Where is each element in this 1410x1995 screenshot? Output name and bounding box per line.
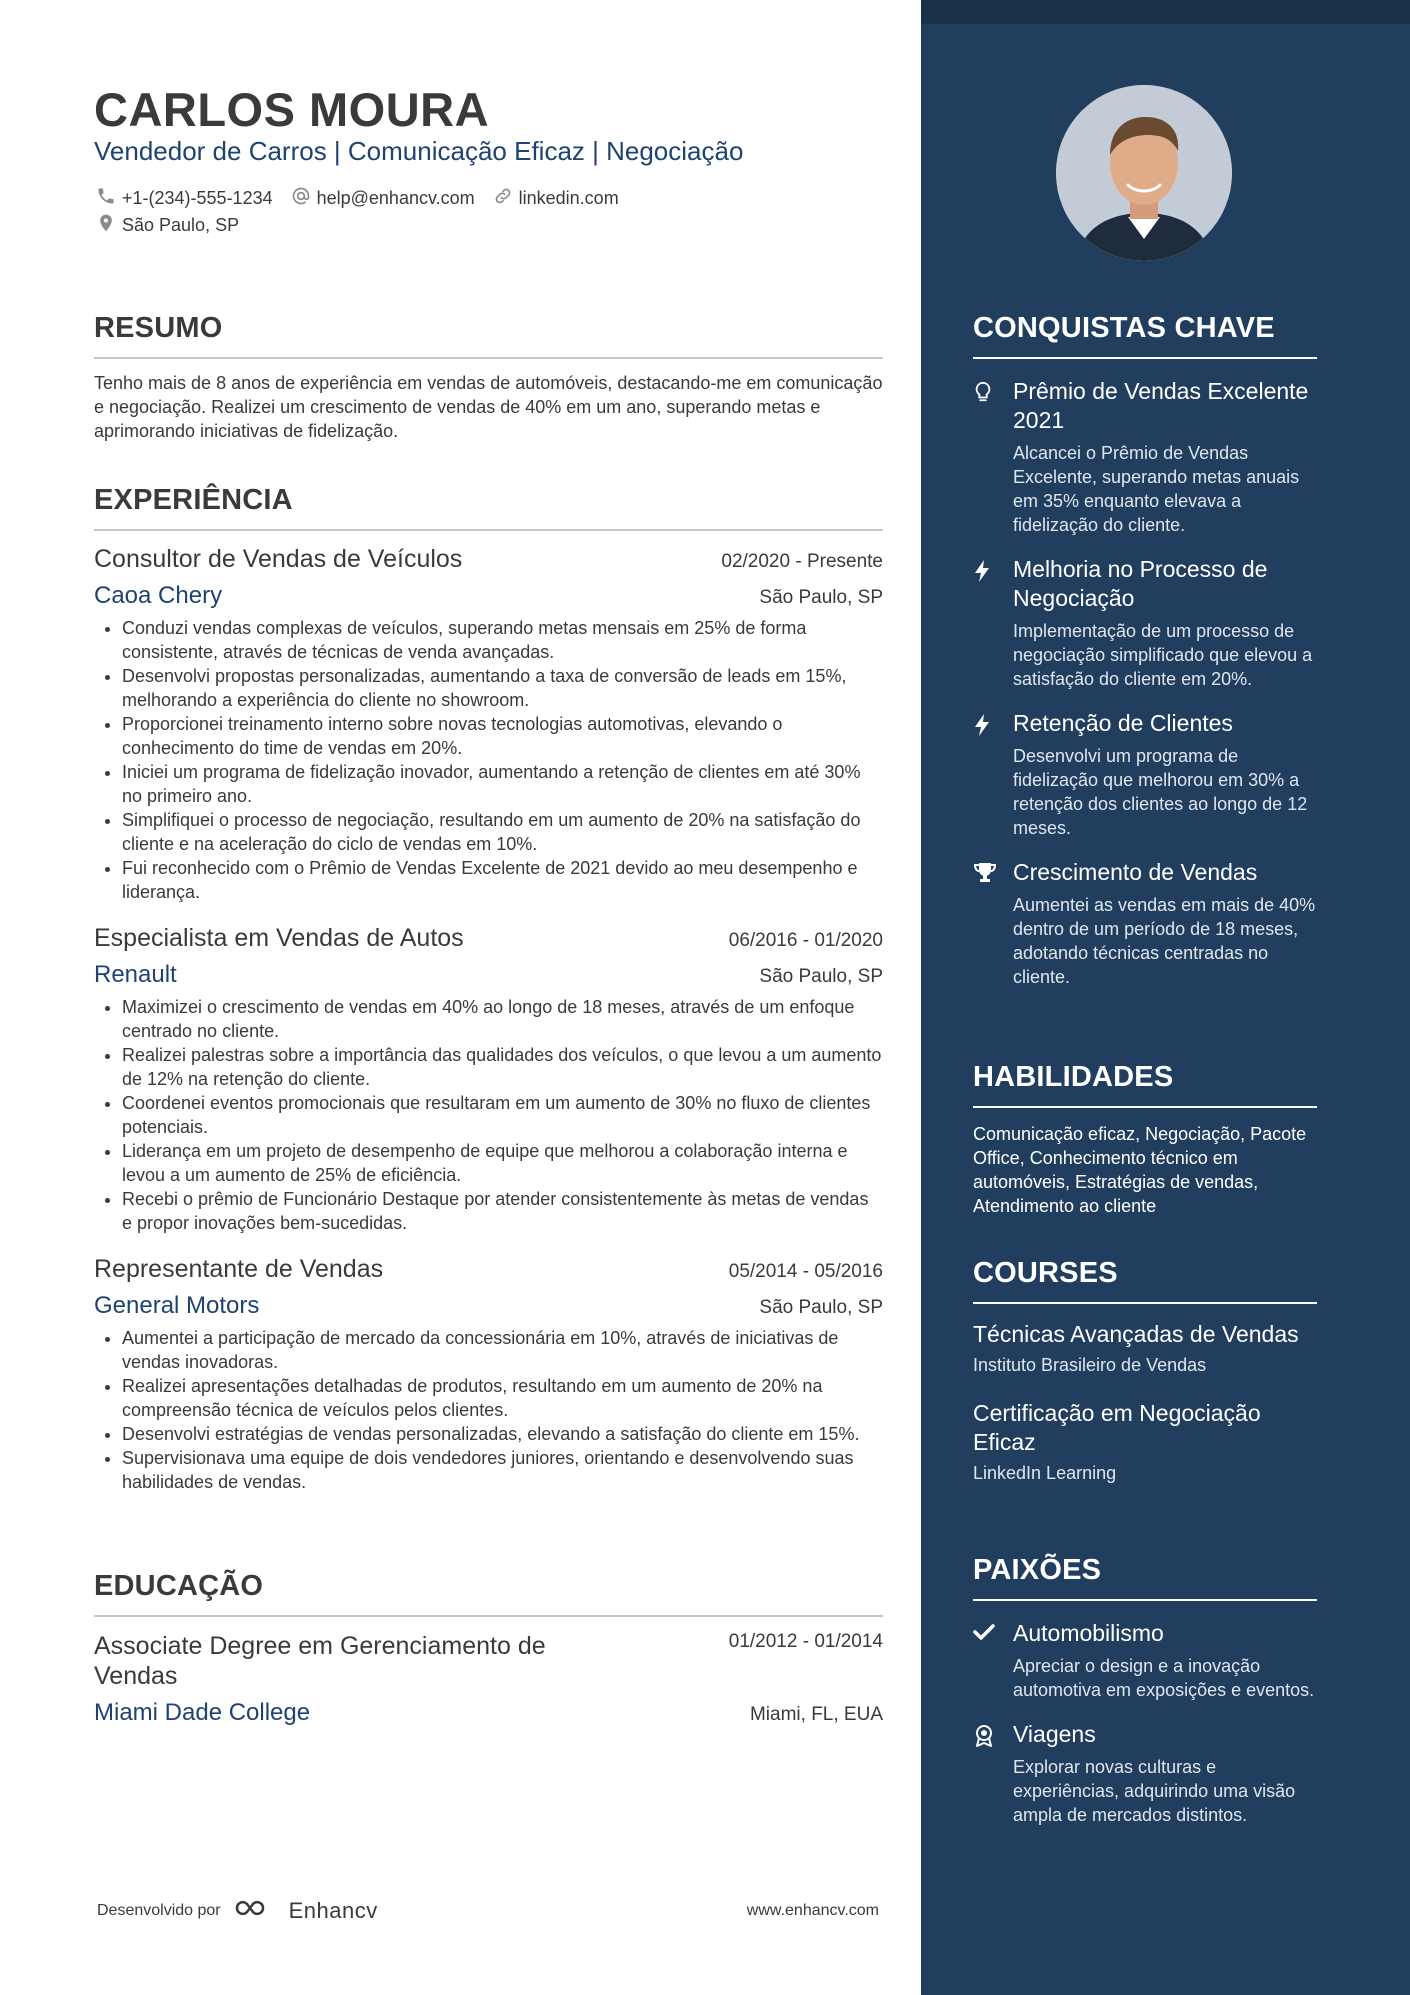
list-item: • Supervisionava uma equipe de dois vendedores juniores, orientando e desenvolvendo suas habilidades de vendas. bbox=[122, 1446, 883, 1494]
section-title-education: EDUCAÇÃO bbox=[94, 1570, 883, 1617]
job-entry bbox=[94, 545, 883, 904]
job-bullets bbox=[94, 995, 883, 1235]
achievement-item bbox=[973, 858, 1317, 989]
summary-text: Tenho mais de 8 anos de experiência em vendas de automóveis, destacando-me em comunicação e negociação. Realizei um crescimento de vendas de 40% em um ano, superando metas e aprimorando iniciativas de fidelização. bbox=[94, 373, 883, 441]
section-title-skills: HABILIDADES bbox=[973, 1061, 1317, 1108]
achievements-section bbox=[973, 312, 1317, 989]
list-item: • Iniciei um programa de fidelização inovador, aumentando a retenção de clientes em até 30% no primeiro ano. bbox=[122, 760, 883, 808]
job-entry bbox=[94, 924, 883, 1235]
job-bullets bbox=[94, 616, 883, 904]
candidate-name: CARLOS MOURA bbox=[94, 83, 490, 136]
trophy-icon bbox=[973, 858, 1013, 989]
brand-name: Enhancv bbox=[288, 1897, 378, 1923]
lightning-icon bbox=[973, 555, 1013, 691]
list-item: • Desenvolvi propostas personalizadas, aumentando a taxa de conversão de leads em 15%, melhorando a experiência do cliente no showroom. bbox=[122, 664, 883, 712]
achievement-desc: Aumentei as vendas em mais de 40% dentro de um período de 18 meses, adotando técnicas centradas no cliente. bbox=[1013, 895, 1316, 987]
education-dates: 01/2012 - 01/2014 bbox=[728, 1631, 883, 1652]
avatar bbox=[1056, 85, 1232, 261]
job-dates: 02/2020 - Presente bbox=[721, 551, 883, 572]
at-icon bbox=[291, 186, 317, 211]
location-row bbox=[96, 213, 239, 238]
course-title: Técnicas Avançadas de Vendas bbox=[973, 1321, 1299, 1347]
headline: Vendedor de Carros | Comunicação Eficaz | Negociação bbox=[94, 136, 744, 166]
course-institution: LinkedIn Learning bbox=[973, 1463, 1117, 1483]
list-item: • Realizei apresentações detalhadas de produtos, resultando em um aumento de 20% na compreensão técnica de veículos pelos clientes. bbox=[122, 1374, 883, 1422]
location-text: São Paulo, SP bbox=[122, 215, 240, 235]
degree-title: Associate Degree em Gerenciamento de Vendas bbox=[94, 1632, 546, 1690]
achievement-desc: Implementação de um processo de negociação simplificado que elevou a satisfação do cliente em 20%. bbox=[1013, 621, 1313, 689]
section-title-summary: RESUMO bbox=[94, 312, 883, 359]
job-location: São Paulo, SP bbox=[759, 1297, 883, 1318]
sidebar-top-bar bbox=[921, 0, 1410, 24]
enhancv-logo-icon bbox=[233, 1896, 279, 1925]
passion-title: Automobilismo bbox=[1013, 1620, 1164, 1646]
list-item: • Liderança em um projeto de desempenho de equipe que melhorou a colaboração interna e levou a um aumento de 25% de eficiência. bbox=[122, 1139, 883, 1187]
section-title-passions: PAIXÕES bbox=[973, 1554, 1317, 1601]
achievement-title: Melhoria no Processo de Negociação bbox=[1013, 556, 1268, 611]
footer-url[interactable]: www.enhancv.com bbox=[746, 1901, 879, 1919]
passion-title: Viagens bbox=[1013, 1721, 1096, 1747]
job-bullets bbox=[94, 1326, 883, 1494]
job-title: Representante de Vendas bbox=[94, 1255, 384, 1283]
job-entry bbox=[94, 1255, 883, 1494]
passions-section bbox=[973, 1554, 1317, 1827]
achievement-item bbox=[973, 555, 1317, 691]
list-item: • Realizei palestras sobre a importância das qualidades dos veículos, o que levou a um aumento de 12% na retenção do cliente. bbox=[122, 1043, 883, 1091]
award-icon bbox=[973, 1720, 1013, 1827]
company-name: General Motors bbox=[94, 1292, 260, 1319]
job-dates: 05/2014 - 05/2016 bbox=[728, 1261, 883, 1282]
job-title: Especialista em Vendas de Autos bbox=[94, 924, 464, 952]
course-title: Certificação em Negociação Eficaz bbox=[973, 1400, 1261, 1455]
course-institution: Instituto Brasileiro de Vendas bbox=[973, 1355, 1207, 1375]
job-location: São Paulo, SP bbox=[759, 587, 883, 608]
company-name: Caoa Chery bbox=[94, 582, 223, 609]
achievement-item bbox=[973, 709, 1317, 840]
achievement-desc: Alcancei o Prêmio de Vendas Excelente, superando metas anuais em 35% enquanto elevava a fidelização do cliente. bbox=[1013, 443, 1300, 535]
achievement-title: Retenção de Clientes bbox=[1013, 710, 1233, 736]
list-item: • Desenvolvi estratégias de vendas personalizadas, elevando a satisfação do cliente em 15%. bbox=[122, 1422, 883, 1446]
experience-section bbox=[94, 484, 883, 1494]
school-location: Miami, FL, EUA bbox=[749, 1704, 883, 1725]
powered-by-label: Desenvolvido por bbox=[97, 1901, 221, 1919]
list-item: • Conduzi vendas complexas de veículos, superando metas mensais em 25% de forma consistente, através de técnicas de venda avançadas. bbox=[122, 616, 883, 664]
list-item: • Aumentei a participação de mercado da concessionária em 10%, através de iniciativas de vendas inovadoras. bbox=[122, 1326, 883, 1374]
school-name: Miami Dade College bbox=[94, 1699, 311, 1726]
achievement-title: Crescimento de Vendas bbox=[1013, 859, 1258, 885]
lightning-icon bbox=[973, 709, 1013, 840]
phone-text: +1-(234)-555-1234 bbox=[122, 188, 273, 208]
email-link[interactable]: help@enhancv.com bbox=[316, 188, 475, 208]
passion-desc: Apreciar o design e a inovação automotiva em exposições e eventos. bbox=[1013, 1656, 1315, 1700]
section-title-experience: EXPERIÊNCIA bbox=[94, 484, 883, 531]
course-item bbox=[973, 1320, 1317, 1377]
linkedin-link[interactable]: linkedin.com bbox=[518, 188, 619, 208]
check-icon bbox=[973, 1619, 1013, 1702]
course-item bbox=[973, 1399, 1317, 1485]
job-dates: 06/2016 - 01/2020 bbox=[728, 930, 883, 951]
courses-section bbox=[973, 1257, 1317, 1485]
job-location: São Paulo, SP bbox=[759, 966, 883, 987]
summary-section bbox=[94, 312, 883, 443]
location-pin-icon bbox=[96, 213, 122, 238]
achievement-item bbox=[973, 377, 1317, 537]
contact-row bbox=[96, 186, 619, 211]
list-item: • Coordenei eventos promocionais que resultaram em um aumento de 30% no fluxo de clientes potenciais. bbox=[122, 1091, 883, 1139]
passion-item bbox=[973, 1619, 1317, 1702]
footer bbox=[97, 1896, 879, 1925]
passion-desc: Explorar novas culturas e experiências, adquirindo uma visão ampla de mercados distintos. bbox=[1013, 1757, 1296, 1825]
skills-section bbox=[973, 1061, 1317, 1218]
skills-text: Comunicação eficaz, Negociação, Pacote Office, Conhecimento técnico em automóveis, Estratégias de vendas, Atendimento ao cliente bbox=[973, 1124, 1307, 1216]
phone-icon bbox=[96, 186, 122, 211]
education-entry bbox=[94, 1631, 883, 1727]
education-section bbox=[94, 1570, 883, 1727]
achievement-title: Prêmio de Vendas Excelente 2021 bbox=[1013, 378, 1309, 433]
list-item: • Recebi o prêmio de Funcionário Destaque por atender consistentemente às metas de vendas e propor inovações bem-sucedidas. bbox=[122, 1187, 883, 1235]
lightbulb-icon bbox=[973, 377, 1013, 537]
link-icon bbox=[493, 186, 519, 211]
achievement-desc: Desenvolvi um programa de fidelização que melhorou em 30% a retenção dos clientes ao longo de 12 meses. bbox=[1013, 746, 1308, 838]
job-title: Consultor de Vendas de Veículos bbox=[94, 545, 463, 573]
section-title-achievements: CONQUISTAS CHAVE bbox=[973, 312, 1317, 359]
list-item: • Fui reconhecido com o Prêmio de Vendas Excelente de 2021 devido ao meu desempenho e liderança. bbox=[122, 856, 883, 904]
list-item: • Proporcionei treinamento interno sobre novas tecnologias automotivas, elevando o conhecimento do time de vendas em 20%. bbox=[122, 712, 883, 760]
passion-item bbox=[973, 1720, 1317, 1827]
list-item: • Simplifiquei o processo de negociação, resultando em um aumento de 20% na satisfação do cliente e na aceleração do ciclo de vendas em 10%. bbox=[122, 808, 883, 856]
sidebar bbox=[921, 0, 1410, 1995]
section-title-courses: COURSES bbox=[973, 1257, 1317, 1304]
company-name: Renault bbox=[94, 961, 177, 988]
list-item: • Maximizei o crescimento de vendas em 40% ao longo de 18 meses, através de um enfoque centrado no cliente. bbox=[122, 995, 883, 1043]
